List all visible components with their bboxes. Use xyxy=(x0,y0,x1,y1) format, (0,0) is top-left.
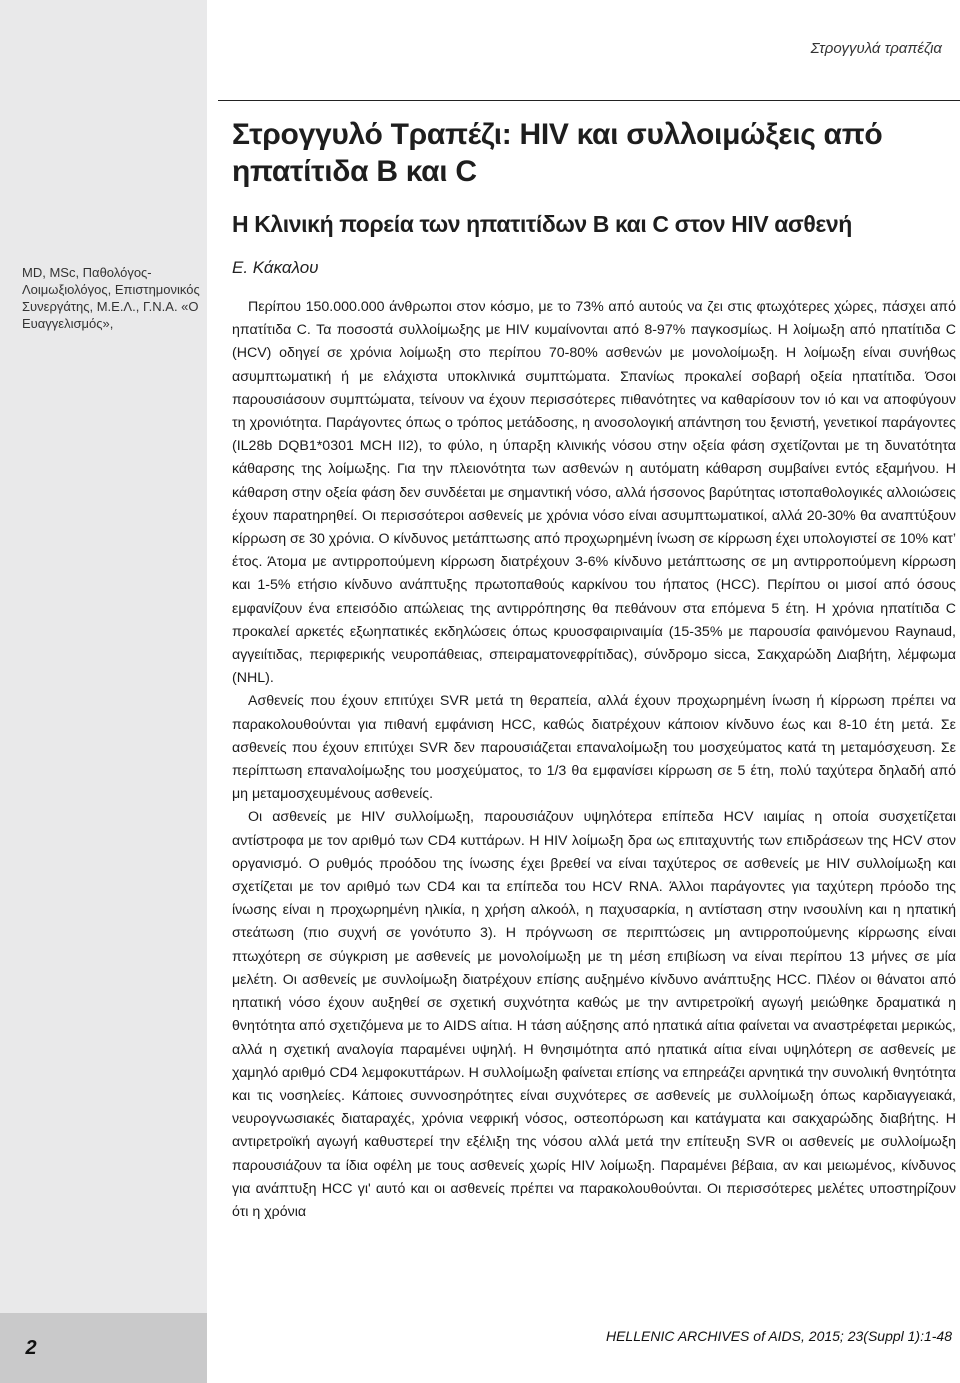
article-title: Στρογγυλό Τραπέζι: HIV και συλλοιμώξεις από ηπατίτιδα B και C xyxy=(232,118,883,188)
journal-citation: HELLENIC ARCHIVES of AIDS, 2015; 23(Suppl 1):1-48 xyxy=(605,1328,952,1344)
author-affiliation: MD, MSc, Παθολόγος-Λοιμωξιολόγος, Επιστημονικός Συνεργάτης, Μ.Ε.Λ., Γ.Ν.Α. «Ο Ευαγγελισμός», xyxy=(22,265,200,331)
header-rule xyxy=(218,100,960,101)
body-paragraph: Περίπου 150.000.000 άνθρωποι στον κόσμο, με το 73% από αυτούς να ζει στις φτωχότερες χώρες, πάσχει από ηπατίτιδα C. Τα ποσοστά συλλοίμωξης με HIV κυμαίνονται από 8-97% παγκοσμίως. Η λοίμωξη από ηπατίτιδα C (HCV) οδηγεί σε χρόνια λοίμωξη στο περίπου 70-80% ασθενών με μονολοίμωξη. Η λοίμωξη είναι συνήθως ασυμπτωματική ή με ελάχιστα υποκλινικά συμπτώματα. Σπανίως προκαλεί σοβαρή οξεία ηπατίτιδα. Όσοι παρουσιάσουν συμπτώματα, τείνουν να έχουν περισσότερες πιθανότητες να καθαρίσουν τον ιό και να αποφύγουν τη χρονιότητα. Παράγοντες όπως ο τρόπος μετάδοσης, η ανοσολογική απάντηση του ξενιστή, γενετικοί παράγοντες (IL28b DQB1*0301 MCH II2), το φύλο, η ύπαρξη κλινικής νόσου στην οξεία φάση σχετίζονται με τη δυνατότητα κάθαρσης της λοίμωξης. Για την πλειονότητα των ασθενών η αυτόματη κάθαρση συμβαίνει εντός εξαμήνου. Η κάθαρση στην οξεία φάση δεν συνδέεται με σημαντική νόσο, αλλά ήσσονος βαρύτητας ιστοπαθολογικές αλλοιώσεις έχουν παρατηρηθεί. Οι περισσότεροι ασθενείς με χρόνια νόσο είναι ασυμπτωματικοί, αλλά 20-30% θα αναπτύξουν κίρρωση σε 30 χρόνια. Ο κίνδυνος μετάπτωσης από προχωρημένη ίνωση σε κίρρωση έχει υπολογιστεί σε 10% κατ’ έτος. Άτομα με αντιρροπούμενη κίρρωση διατρέχουν 3-6% κίνδυνο μετάπτωσης σε μη αντιρροπούμενη κίρρωση και 1-5% ετήσιο κίνδυνο ανάπτυξης πρωτοπαθούς καρκίνου του ήπατος (HCC). Περίπου οι μισοί από όσους εμφανίζουν ένα επεισόδιο απώλειας της αντιρρόπησης θα πεθάνουν στα επόμενα 5 έτη. Η χρόνια ηπατίτιδα C προκαλεί αρκετές εξωηπατικές εκδηλώσεις όπως κρυοσφαιριναιμία (15-35% με παρουσία φαινόμενου Raynaud, αγγειίτιδας, περιφερικής νευροπάθειας, σπειραματονεφρίτιδας), σύνδρομο sicca, Σακχαρώδη Διαβήτη, λέμφωμα (NHL). xyxy=(232,299,956,687)
page-number: 2 xyxy=(25,1336,37,1359)
body-paragraph: Οι ασθενείς με HIV συλλοίμωξη, παρουσιάζουν υψηλότερα επίπεδα HCV ιαιμίας η οποία συσχετίζεται αντίστροφα με τον αριθμό των CD4 κυττάρων. Η HIV λοίμωξη δρα ως επιταχυντής των επιδράσεων της HCV στον οργανισμό. Ο ρυθμός προόδου της ίνωσης έχει βρεθεί να είναι ταχύτερος σε ασθενείς με HIV συλλοίμωξη και σχετίζεται με τον αριθμό των CD4 και τα επίπεδα του HCV RNA. Άλλοι παράγοντες για ταχύτερη πρόοδο της ίνωσης είναι η προχωρημένη ηλικία, η χρήση αλκοόλ, η παχυσαρκία, η αντίσταση στην ινσουλίνη και η ηπατική στεάτωση (πιο συχνή σε γονότυπο 3). Η πρόγνωση σε περιπτώσεις μη αντιρροπούμενης κίρρωσης είναι πτωχότερη σε σύγκριση με ασθενείς με μονολοίμωξη με τη μέση επιβίωση να είναι περίπου 13 μήνες σε μία μελέτη. Οι ασθενείς με συνλοίμωξη διατρέχουν επίσης αυξημένο κίνδυνο ανάπτυξης HCC. Πλέον οι θάνατοι από ηπατική νόσο έχουν αυξηθεί σε σχετική συχνότητα καθώς με την αντιρετροϊκή αγωγή μειώθηκε δραματικά η θνητότητα από σχετιζόμενα με το AIDS αίτια. Η τάση αύξησης από ηπατικά αίτια φαίνεται να αναστρέφεται μερικώς, αλλά η σχετική αναλογία παραμένει υψηλή. Η θνησιμότητα από ηπατικά αίτια είναι υψηλότερη σε ασθενείς με χαμηλό αριθμό CD4 λεμφοκυττάρων. Η συλλοίμωξη φαίνεται επίσης να επηρεάζει αρνητικά την συνολική θνητότητα και τις νοσηλείες. Κάποιες συννοσηρότητες είναι συχνότερες σε ασθενείς με συλλοίμωξη όπως καρδιαγγειακά, νευρογνωσιακές διαταραχές, χρόνια νεφρική νόσος, οστεοπόρωση και κατάγματα και σακχαρώδης διαβήτης. Η αντιρετροϊκή αγωγή καθυστερεί την εξέλιξη της νόσου αλλά μετά την επίτευξη SVR οι ασθενείς με συλλοίμωξη παρουσιάζουν τα ίδια οφέλη με τους ασθενείς χωρίς HIV λοίμωξη. Παραμένει βέβαια, αν και μειωμένος, κίνδυνος για ανάπτυξη HCC γι' αυτό και οι ασθενείς πρέπει να παρακολουθούνται. Οι περισσότερες μελέτες υποστηρίζουν ότι η χρόνια xyxy=(232,809,956,1220)
article-body xyxy=(232,296,956,1308)
running-head: Στρογγυλά τραπέζια xyxy=(810,40,942,57)
body-paragraph: Ασθενείς που έχουν επιτύχει SVR μετά τη θεραπεία, αλλά έχουν προχωρημένη ίνωση ή κίρρωση πρέπει να παρακολουθούνται για πιθανή εμφάνιση HCC, καθώς διατρέχουν κάποιον κίνδυνο έως και 8-10 έτη μετά. Σε ασθενείς που έχουν επιτύχει SVR δεν παρουσιάζεται επαναλοίμωξη του μοσχεύματος κατά τη μεταμόσχευση. Σε περίπτωση επαναλοίμωξης του μοσχεύματος, το 1/3 θα εμφανίσει κίρρωση σε 5 έτη, πολύ ταχύτερα δηλαδή από μη μεταμοσχευμένους ασθενείς. xyxy=(232,693,956,803)
sidebar-panel xyxy=(0,0,207,1383)
author-name: Ε. Κάκαλου xyxy=(232,258,319,277)
article-subtitle: Η Κλινική πορεία των ηπατιτίδων B και C στον HIV ασθενή xyxy=(232,211,852,237)
